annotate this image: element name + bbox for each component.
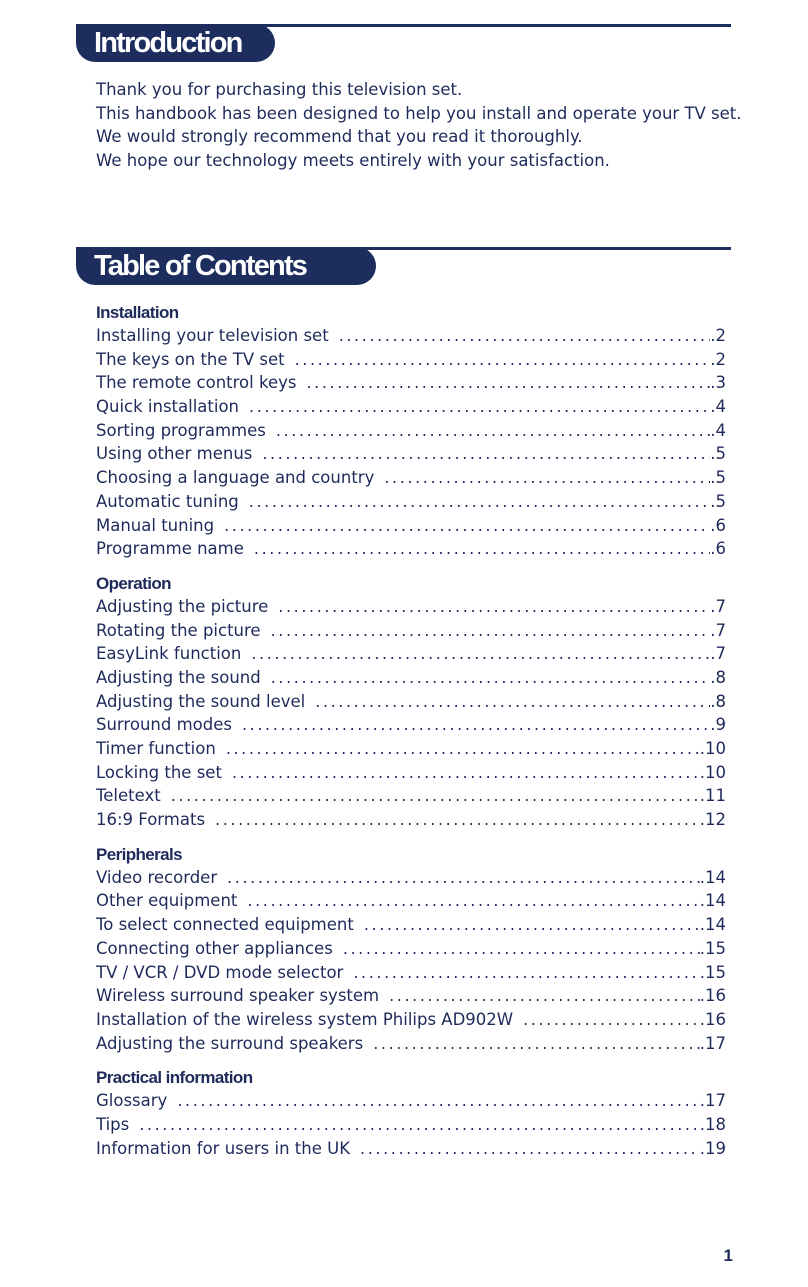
toc-entry-page: .4 <box>710 397 726 417</box>
toc-entry-label: Video recorder <box>96 867 218 887</box>
toc-entry-page: .2 <box>710 349 726 369</box>
toc-entry[interactable] <box>96 395 726 419</box>
dot-leader <box>177 1089 699 1113</box>
toc-entry-page: .17 <box>699 1033 726 1053</box>
toc-entry-label: Other equipment <box>96 891 238 911</box>
toc-entry[interactable] <box>96 419 726 443</box>
page-number: 1 <box>723 1246 733 1265</box>
toc-entry[interactable] <box>96 713 726 737</box>
toc-section <box>96 844 726 1056</box>
toc-entry[interactable] <box>96 514 726 538</box>
dot-leader <box>247 889 699 913</box>
toc-entry[interactable] <box>96 937 726 961</box>
toc-entry-label: Surround modes <box>96 715 232 735</box>
toc-entry-page: .5 <box>710 491 726 511</box>
toc-entry[interactable] <box>96 1113 726 1137</box>
dot-leader <box>249 490 710 514</box>
toc-entry[interactable] <box>96 466 726 490</box>
dot-leader <box>276 419 710 443</box>
toc-entry-label: Using other menus <box>96 444 253 464</box>
toc-entry-page: .6 <box>710 515 726 535</box>
toc-entry-label: The remote control keys <box>96 373 297 393</box>
toc-entry-label: To select connected equipment <box>96 915 354 935</box>
toc-entry[interactable] <box>96 913 726 937</box>
toc-entry-label: Adjusting the sound <box>96 667 261 687</box>
toc-entry-page: .7 <box>710 596 726 616</box>
toc-entry[interactable] <box>96 961 726 985</box>
dot-leader <box>226 737 700 761</box>
dot-leader <box>251 642 710 666</box>
toc-entry[interactable] <box>96 808 726 832</box>
toc-entry[interactable] <box>96 866 726 890</box>
toc-section <box>96 1067 726 1160</box>
toc-entry[interactable] <box>96 984 726 1008</box>
toc-entry-page: .4 <box>710 420 726 440</box>
toc-entry-page: .5 <box>710 444 726 464</box>
toc-entry[interactable] <box>96 1089 726 1113</box>
toc-entry[interactable] <box>96 324 726 348</box>
dot-leader <box>232 761 700 785</box>
toc-entry-page: .8 <box>710 691 726 711</box>
toc-entry-page: .15 <box>699 938 726 958</box>
toc-entry[interactable] <box>96 737 726 761</box>
toc-entry-page: .15 <box>699 962 726 982</box>
toc-entry-page: .10 <box>699 739 726 758</box>
toc-entry-label: Installation of the wireless system Philips AD902W <box>96 1009 514 1029</box>
toc-entry-label: Adjusting the picture <box>96 596 269 616</box>
toc-header <box>76 247 731 287</box>
dot-leader <box>242 713 710 737</box>
dot-leader <box>227 866 700 890</box>
toc-entry-label: Choosing a language and country <box>96 468 375 488</box>
dot-leader <box>224 514 710 538</box>
toc-entry-label: EasyLink function <box>96 644 242 664</box>
dot-leader <box>139 1113 700 1137</box>
toc-entry[interactable] <box>96 761 726 785</box>
dot-leader <box>254 537 710 561</box>
dot-leader <box>271 666 711 690</box>
toc-entry-label: Connecting other appliances <box>96 938 333 958</box>
toc-entry-page: .3 <box>710 373 726 393</box>
toc-entry-page: .9 <box>710 715 726 735</box>
toc-entry-page: .17 <box>699 1091 726 1111</box>
toc-entry-label: Installing your television set <box>96 326 329 345</box>
dot-leader <box>295 348 711 372</box>
toc-entry-page: .14 <box>699 867 726 887</box>
dot-leader <box>339 324 711 348</box>
toc-entry-page: .10 <box>699 762 726 782</box>
toc-entry-label: Teletext <box>96 786 161 806</box>
toc-entry[interactable] <box>96 442 726 466</box>
dot-leader <box>315 690 710 714</box>
intro-paragraph: We would strongly recommend that you read it thoroughly. <box>96 127 583 147</box>
toc-entry-page: .7 <box>710 644 726 664</box>
toc-entry[interactable] <box>96 1008 726 1032</box>
toc-entry[interactable] <box>96 666 726 690</box>
toc-section-title: Practical information <box>96 1068 253 1088</box>
toc-entry-label: Information for users in the UK <box>96 1138 351 1158</box>
intro-paragraph: This handbook has been designed to help you install and operate your TV set. <box>96 103 742 123</box>
toc-entry-label: 16:9 Formats <box>96 810 206 830</box>
toc-entry-label: Rotating the picture <box>96 620 261 640</box>
toc-entry-page: .16 <box>699 1009 726 1029</box>
toc-entry[interactable] <box>96 1137 726 1161</box>
toc-entry-page: .12 <box>699 810 726 830</box>
dot-leader <box>384 466 710 490</box>
toc-entry-label: Wireless surround speaker system <box>96 986 380 1006</box>
toc-entry[interactable] <box>96 889 726 913</box>
toc-entry-label: The keys on the TV set <box>96 349 285 369</box>
toc-entry-label: TV / VCR / DVD mode selector <box>96 962 344 982</box>
toc-entry-label: Adjusting the surround speakers <box>96 1033 364 1053</box>
dot-leader <box>262 442 710 466</box>
toc-entry-label: Manual tuning <box>96 515 215 535</box>
dot-leader <box>353 961 699 985</box>
toc-entry[interactable] <box>96 537 726 561</box>
toc-heading: Table of Contents <box>76 247 376 285</box>
table-of-contents <box>96 302 726 1172</box>
dot-leader <box>373 1032 700 1056</box>
toc-entry[interactable] <box>96 784 726 808</box>
toc-entry[interactable] <box>96 348 726 372</box>
toc-entry-page: .5 <box>710 468 726 488</box>
toc-section <box>96 573 726 832</box>
toc-entry-page: .14 <box>699 915 726 935</box>
dot-leader <box>364 913 700 937</box>
intro-paragraph: We hope our technology meets entirely with your satisfaction. <box>96 150 610 170</box>
toc-entry-label: Quick installation <box>96 397 240 417</box>
introduction-text <box>96 78 742 172</box>
toc-entry-page: .6 <box>710 539 726 559</box>
dot-leader <box>343 937 700 961</box>
dot-leader <box>523 1008 700 1032</box>
toc-entry-label: Sorting programmes <box>96 420 266 440</box>
toc-entry-page: .2 <box>710 326 726 345</box>
toc-entry-label: Tips <box>96 1114 130 1134</box>
toc-entry-label: Glossary <box>96 1091 168 1111</box>
toc-entry[interactable] <box>96 490 726 514</box>
introduction-heading: Introduction <box>76 24 275 62</box>
toc-entry-page: .16 <box>699 986 726 1006</box>
toc-section-title: Installation <box>96 303 179 322</box>
toc-section-title: Operation <box>96 573 171 593</box>
toc-entry-page: .19 <box>699 1138 726 1158</box>
dot-leader <box>360 1137 700 1161</box>
toc-entry-label: Adjusting the sound level <box>96 691 306 711</box>
dot-leader <box>306 371 710 395</box>
dot-leader <box>271 619 711 643</box>
toc-section <box>96 302 726 561</box>
toc-entry[interactable] <box>96 595 726 619</box>
dot-leader <box>249 395 710 419</box>
toc-entry-label: Automatic tuning <box>96 491 239 511</box>
toc-entry[interactable] <box>96 690 726 714</box>
dot-leader <box>278 595 710 619</box>
toc-section-title: Peripherals <box>96 844 183 864</box>
toc-entry-page: .8 <box>710 667 726 687</box>
toc-entry-page: .11 <box>699 786 726 806</box>
toc-entry[interactable] <box>96 642 726 666</box>
toc-entry[interactable] <box>96 1032 726 1056</box>
introduction-header <box>76 24 731 64</box>
toc-entry-label: Programme name <box>96 539 244 559</box>
toc-entry-page: .7 <box>710 620 726 640</box>
toc-entry[interactable] <box>96 371 726 395</box>
intro-paragraph: Thank you for purchasing this television set. <box>96 80 463 99</box>
toc-entry-page: .14 <box>699 891 726 911</box>
dot-leader <box>389 984 700 1008</box>
toc-entry-label: Locking the set <box>96 762 222 782</box>
toc-entry[interactable] <box>96 619 726 643</box>
toc-entry-label: Timer function <box>96 739 216 758</box>
toc-entry-page: .18 <box>699 1114 726 1134</box>
dot-leader <box>171 784 700 808</box>
dot-leader <box>215 808 700 832</box>
